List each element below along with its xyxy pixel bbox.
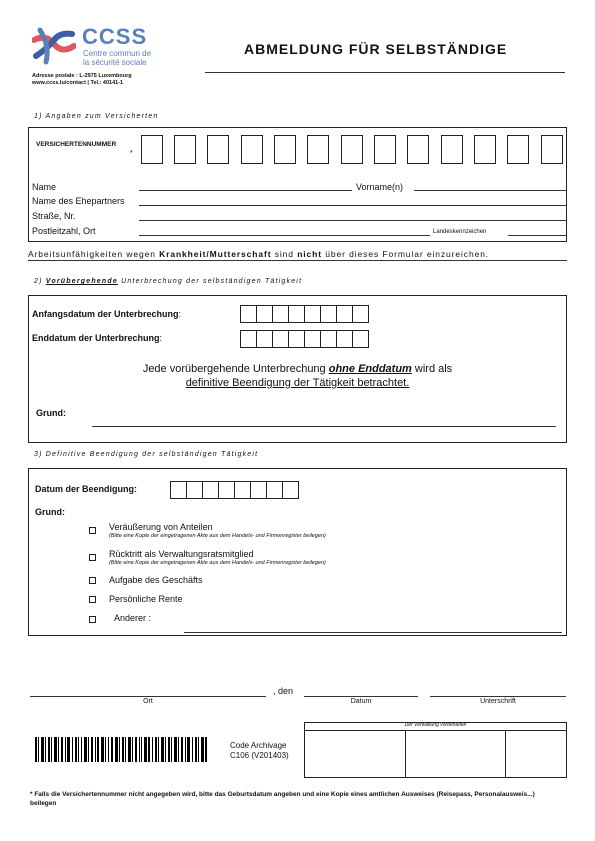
name-label: Name: [32, 182, 57, 192]
digit-cell[interactable]: [474, 135, 496, 164]
admin-reserved-label: Der Verwaltung vorbehalten: [404, 722, 467, 728]
notice-part-2: Krankheit/Mutterschaft: [159, 249, 272, 259]
date-cell[interactable]: [170, 481, 187, 499]
section-2-number: 2): [34, 278, 46, 285]
date-cell[interactable]: [202, 481, 219, 499]
section-2-rest: Unterbrechung der selbständigen Tätigkeit: [117, 278, 303, 285]
org-line-1: Centre commun de: [83, 49, 152, 58]
place-caption: Ort: [143, 698, 153, 705]
section-2-emphasis: Vorübergehende: [45, 278, 118, 285]
den-label: , den: [273, 686, 294, 696]
code-archivage-value: C106 (V201403): [230, 751, 289, 760]
option-label-business-closure: Aufgabe des Geschäfts: [109, 575, 203, 585]
digit-cell[interactable]: [141, 135, 163, 164]
start-date-label: [32, 309, 181, 319]
signature-caption: Unterschrift: [480, 698, 516, 705]
title-underline: [205, 72, 565, 73]
address-line-1: Adresse postale : L-2975 Luxembourg: [32, 73, 132, 79]
insurance-number-asterisk: *: [130, 150, 133, 157]
date-cell[interactable]: [250, 481, 267, 499]
other-reason-field[interactable]: [184, 632, 562, 633]
digit-cell[interactable]: [341, 135, 363, 164]
admin-divider-1: [405, 730, 406, 778]
date-cell[interactable]: [304, 330, 321, 348]
date-cell[interactable]: [336, 305, 353, 323]
insurance-number-text: VERSICHERTENNUMMER: [36, 141, 117, 148]
option-checkbox-board-resignation[interactable]: [89, 554, 96, 561]
notice-part-5: über dieses Formular einzureichen.: [322, 249, 490, 259]
digit-cell[interactable]: [407, 135, 429, 164]
note-part-c: wird als: [411, 363, 453, 375]
section-3-heading: 3) Definitive Beendigung der selbständigen Tätigkeit: [34, 451, 259, 458]
date-cell[interactable]: [352, 305, 369, 323]
digit-cell[interactable]: [307, 135, 329, 164]
note-part-a: Jede vorübergehende Unterbrechung: [142, 363, 329, 375]
admin-reserved-header-line: [304, 730, 567, 731]
date-cell[interactable]: [256, 305, 273, 323]
admin-divider-2: [505, 730, 506, 778]
date-cell[interactable]: [282, 481, 299, 499]
notice-part-1: Arbeitsunfähigkeiten wegen: [28, 249, 160, 259]
digit-cell[interactable]: [507, 135, 529, 164]
postal-label: Postleitzahl, Ort: [32, 226, 96, 236]
end-date-text: Enddatum der Unterbrechung: [32, 333, 160, 343]
option-label-other: Anderer :: [114, 613, 152, 623]
digit-cell[interactable]: [541, 135, 563, 164]
address-line-2: www.ccss.lu/contact | Tel.: 40141-1: [32, 80, 124, 86]
date-cell[interactable]: [272, 305, 289, 323]
interruption-note: [28, 362, 567, 390]
digit-cell[interactable]: [374, 135, 396, 164]
note-part-b: ohne Enddatum: [328, 363, 412, 375]
street-field[interactable]: [139, 220, 567, 221]
option-label-pension: Persönliche Rente: [109, 594, 183, 604]
signature-field[interactable]: [430, 696, 566, 697]
date-cell[interactable]: [186, 481, 203, 499]
termination-date-cells[interactable]: [170, 481, 302, 499]
option-note-board-resignation: (Bitte eine Kopie der eingetragenen Akte aus dem Handels- und Firmenregister beilegen): [109, 560, 326, 566]
termination-date-label: Datum der Beendigung:: [35, 484, 138, 494]
spouse-label: Name des Ehepartners: [32, 196, 125, 206]
option-checkbox-shares[interactable]: [89, 527, 96, 534]
place-field[interactable]: [30, 696, 266, 697]
digit-cell[interactable]: [241, 135, 263, 164]
code-archivage-label: Code Archivage: [230, 741, 287, 750]
ccss-logo: [32, 24, 182, 70]
date-cell[interactable]: [288, 330, 305, 348]
notice-part-4: nicht: [297, 249, 322, 259]
country-code-label: Landeskennzeichen: [433, 229, 487, 235]
option-note-shares: (Bitte eine Kopie der eingetragenen Akte aus dem Handels- und Firmenregister beilegen): [109, 533, 326, 539]
option-checkbox-pension[interactable]: [89, 596, 96, 603]
country-code-field[interactable]: [508, 235, 567, 236]
firstname-field[interactable]: [414, 190, 567, 191]
digit-cell[interactable]: [441, 135, 463, 164]
street-label: Straße, Nr.: [32, 211, 76, 221]
date-cell[interactable]: [240, 305, 257, 323]
date-cell[interactable]: [288, 305, 305, 323]
notice-part-3: sind: [271, 249, 298, 259]
date-caption: Datum: [350, 698, 372, 705]
postal-field[interactable]: [139, 235, 430, 236]
start-date-colon: :: [178, 309, 182, 319]
date-cell[interactable]: [320, 305, 337, 323]
digit-cell[interactable]: [207, 135, 229, 164]
brand-name: CCSS: [82, 24, 148, 49]
date-cell[interactable]: [320, 330, 337, 348]
date-cell[interactable]: [304, 305, 321, 323]
footnote: * Falls die Versichertennummer nicht angegeben wird, bitte das Geburtsdatum angeben und eine Kopie eines amtlichen Ausweises (Reisepass, Personalausweis...) beilegen: [30, 791, 535, 807]
firstname-label: Vorname(n): [356, 182, 404, 192]
interruption-note-line-1: [28, 362, 567, 376]
date-cell[interactable]: [240, 330, 257, 348]
date-cell[interactable]: [234, 481, 251, 499]
name-field[interactable]: [139, 190, 352, 191]
end-date-cells[interactable]: [240, 330, 372, 348]
date-field[interactable]: [304, 696, 418, 697]
barcode-graphic: [35, 737, 207, 762]
option-checkbox-business-closure[interactable]: [89, 577, 96, 584]
spouse-field[interactable]: [139, 205, 567, 206]
barcode: [35, 737, 207, 762]
option-label-board-resignation: Rücktritt als Verwaltungsratsmitglied: [109, 549, 254, 559]
date-cell[interactable]: [218, 481, 235, 499]
end-date-colon: :: [159, 333, 163, 343]
option-checkbox-other[interactable]: [89, 616, 96, 623]
termination-reason-label: Grund:: [35, 507, 65, 517]
interruption-note-line-2: [28, 376, 567, 390]
notice-underline: [28, 260, 567, 261]
insurance-number-label: [36, 141, 116, 148]
date-cell[interactable]: [256, 330, 273, 348]
note-line-2-text: definitive Beendigung der Tätigkeit betrachtet.: [185, 377, 410, 389]
insurance-number-cells[interactable]: [141, 135, 566, 165]
end-date-label: [32, 333, 162, 343]
digit-cell[interactable]: [174, 135, 196, 164]
date-cell[interactable]: [266, 481, 283, 499]
date-cell[interactable]: [352, 330, 369, 348]
date-cell[interactable]: [272, 330, 289, 348]
date-cell[interactable]: [336, 330, 353, 348]
start-date-cells[interactable]: [240, 305, 372, 323]
section-1-heading: 1) Angaben zum Versicherten: [34, 113, 159, 120]
page-title: ABMELDUNG FÜR SELBSTÄNDIGE: [244, 41, 508, 57]
start-date-text: Anfangsdatum der Unterbrechung: [32, 309, 179, 319]
option-label-shares: Veräußerung von Anteilen: [109, 522, 213, 532]
interruption-reason-field[interactable]: [92, 426, 556, 427]
section-2-heading: [34, 278, 302, 285]
interruption-reason-label: Grund:: [36, 408, 66, 418]
digit-cell[interactable]: [274, 135, 296, 164]
ccss-logo-icon: [32, 26, 76, 66]
org-line-2: la sécurité sociale: [83, 58, 147, 67]
illness-notice: [28, 249, 489, 259]
